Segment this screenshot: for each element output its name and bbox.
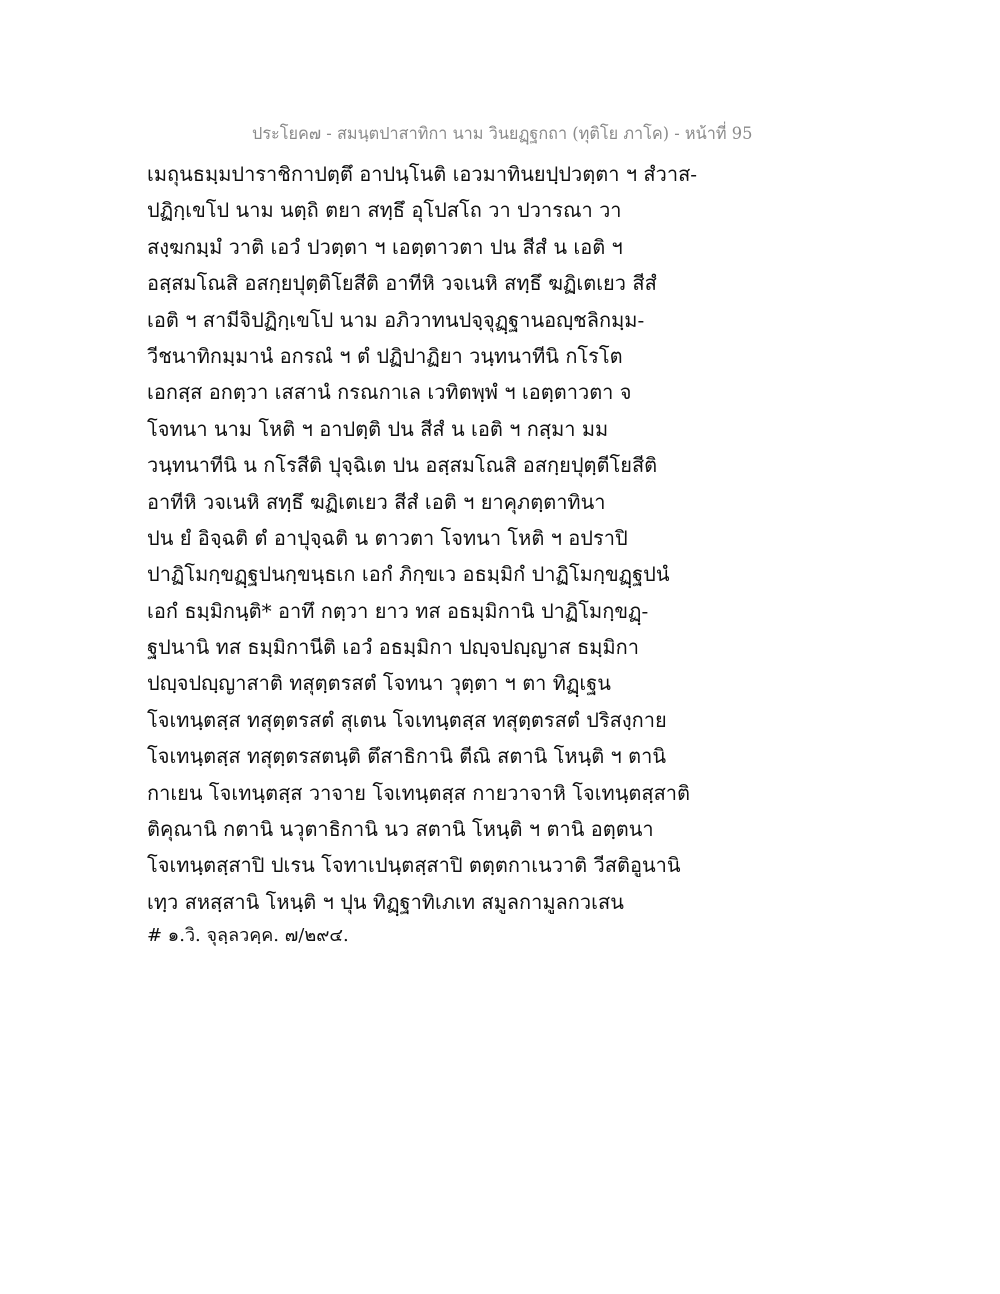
text-line: เทฺว สหสฺสานิ โหนฺติ ฯ ปุน ทิฏฺฐาทิเภเท สมูลกามูลกวเสน [147,889,624,914]
text-line: เอติ ฯ สามีจิปฏิกฺเขโป นาม อภิวาทนปจฺจุฏฺฐานอญฺชลิกมฺม- [147,307,645,332]
text-line: ปน ยํ อิจฺฉติ ตํ อาปุจฺฉติ น ตาวตา โจทนา โหติ ฯ อปราปิ [147,525,628,550]
text-line: อสฺสมโณสิ อสกฺยปุตฺติโยสีติ อาทีหิ วจเนหิ สทฺธึ ฆฏิเตเยว สีสํ [147,271,657,296]
text-line: สงฺฆกมฺมํ วาติ เอวํ ปวตฺตา ฯ เอตฺตาวตา ปน สีสํ น เอติ ฯ [147,234,623,259]
text-line: โจเทนฺตสฺส ทสุตฺตรสตํ สุเตน โจเทนฺตสฺส ทสุตฺตรสตํ ปริสงฺกาย [147,707,667,732]
text-line: วีชนาทิกมฺมานํ อกรณํ ฯ ตํ ปฏิปาฏิยา วนฺทนาทีนิ กโรโต [147,343,623,368]
text-line: โจเทนฺตสฺสาปิ ปเรน โจทาเปนฺตสฺสาปิ ตตฺตกาเนวาติ วีสติอูนานิ [147,853,681,878]
text-line: เมถุนธมฺมปาราชิกาปตฺตึ อาปนฺโนติ เอวมาทินยปฺปวตฺตา ฯ สํวาส- [147,162,698,186]
text-line: โจเทนฺตสฺส ทสุตฺตรสตนฺติ ตึสาธิกานิ ตีณิ สตานิ โหนฺติ ฯ ตานิ [147,744,667,769]
text-line: ปฏิกฺเขโป นาม นตฺถิ ตยา สทฺธึ อุโปสโถ วา ปวารณา วา [147,198,622,223]
text-line: เอกํ ธมฺมิกนฺติ* อาทึ กตฺวา ยาว ทส อธมฺมิกานิ ปาฏิโมกฺขฏฺ- [147,598,649,623]
footnote: # ๑.วิ. จุลฺลวคฺค. ๗/๒๙๔. [147,925,349,947]
text-line: โจทนา นาม โหติ ฯ อาปตฺติ ปน สีสํ น เอติ ฯ กสฺมา มม [147,416,609,441]
text-line: เอกสฺส อกตฺวา เสสานํ กรณกาเล เวทิตพฺพํ ฯ เอตฺตาวตา จ [147,380,632,405]
text-line: ติคุณานิ กตานิ นวุตาธิกานิ นว สตานิ โหนฺติ ฯ ตานิ อตฺตนา [147,817,654,842]
text-line: ปญฺจปญฺญาสาติ ทสุตฺตรสตํ โจทนา วุตฺตา ฯ ตา ทิฏฺเฐน [147,671,611,696]
text-line: อาทีหิ วจเนหิ สทฺธึ ฆฏิเตเยว สีสํ เอติ ฯ ยาคุภตฺตาทินา [147,489,606,514]
text-line: กาเยน โจเทนฺตสฺส วาจาย โจเทนฺตสฺส กายวาจาหิ โจเทนฺตสฺสาติ [147,780,691,805]
text-line: วนฺทนาทีนิ น กโรสีติ ปุจฺฉิเต ปน อสฺสมโณสิ อสกฺยปุตฺตีโยสีติ [147,453,658,478]
body-text [147,156,747,952]
running-header: ประโยค๗ - สมนฺตปาสาทิกา นาม วินยฏฺฐกถา (ทุติโย ภาโค) - หน้าที่ 95 [252,124,753,144]
text-line: ปาฏิโมกฺขฏฺฐปนกฺขนฺธเก เอกํ ภิกฺขเว อธมฺมิกํ ปาฏิโมกฺขฏฺฐปนํ [147,562,670,587]
text-line: ฐปนานิ ทส ธมฺมิกานีติ เอวํ อธมฺมิกา ปญฺจปญฺญาส ธมฺมิกา [147,635,640,660]
